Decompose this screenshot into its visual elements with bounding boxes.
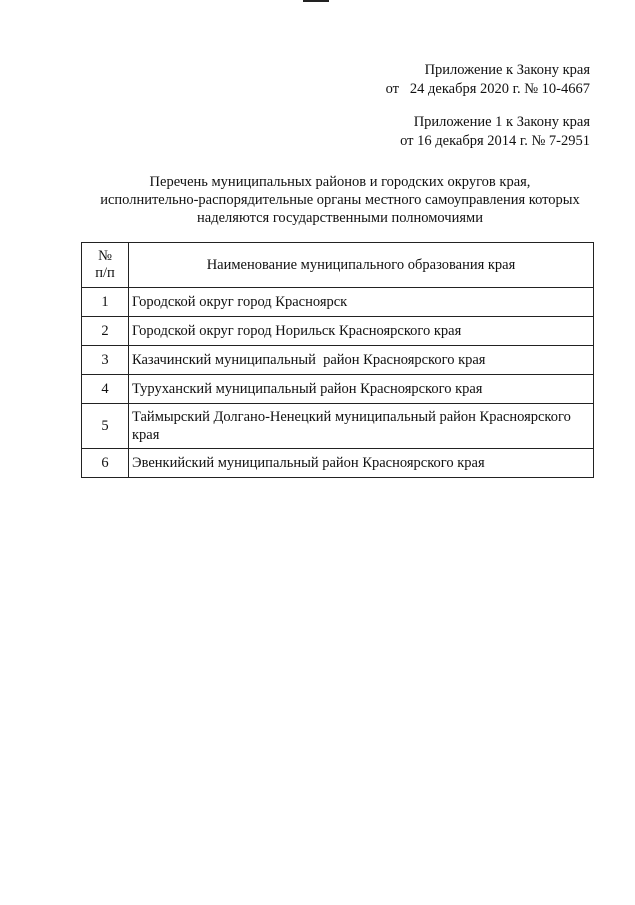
appendix-reference-original [400, 113, 590, 151]
table-row [82, 449, 594, 478]
municipalities-table [81, 242, 594, 478]
document-heading [60, 173, 620, 227]
heading-line-1: Перечень муниципальных районов и городских округов края, [149, 174, 531, 190]
appendix-original-date-number: от 16 декабря 2014 г. № 7-2951 [400, 133, 590, 149]
row-number: 3 [82, 346, 129, 375]
row-municipality-name: Городской округ город Красноярск [129, 288, 594, 317]
row-number: 5 [82, 404, 129, 449]
table-row [82, 346, 594, 375]
row-number: 2 [82, 317, 129, 346]
header-number-sign: № [98, 248, 112, 264]
row-municipality-name: Казачинский муниципальный район Красноярского края [129, 346, 594, 375]
row-municipality-name: Эвенкийский муниципальный район Красноярского края [129, 449, 594, 478]
row-municipality-name: Таймырский Долгано-Ненецкий муниципальный район Красноярского края [129, 404, 594, 449]
appendix-current-date-number: от 24 декабря 2020 г. № 10-4667 [385, 81, 590, 97]
header-number-cell [82, 243, 129, 288]
table-row [82, 404, 594, 449]
header-name-cell: Наименование муниципального образования края [129, 243, 594, 288]
heading-line-3: наделяются государственными полномочиями [197, 210, 483, 226]
row-number: 6 [82, 449, 129, 478]
appendix-original-title: Приложение 1 к Закону края [413, 114, 590, 130]
row-number: 1 [82, 288, 129, 317]
page-top-mark [303, 0, 329, 2]
table-row [82, 288, 594, 317]
table-row [82, 375, 594, 404]
table-header-row [82, 243, 594, 288]
header-number-abbrev: п/п [95, 265, 115, 281]
appendix-reference-current [386, 61, 590, 99]
row-number: 4 [82, 375, 129, 404]
row-municipality-name: Городской округ город Норильск Красноярского края [129, 317, 594, 346]
heading-line-2: исполнительно-распорядительные органы местного самоуправления которых [100, 192, 580, 208]
appendix-current-title: Приложение к Закону края [424, 62, 590, 78]
table-row [82, 317, 594, 346]
row-municipality-name: Туруханский муниципальный район Красноярского края [129, 375, 594, 404]
